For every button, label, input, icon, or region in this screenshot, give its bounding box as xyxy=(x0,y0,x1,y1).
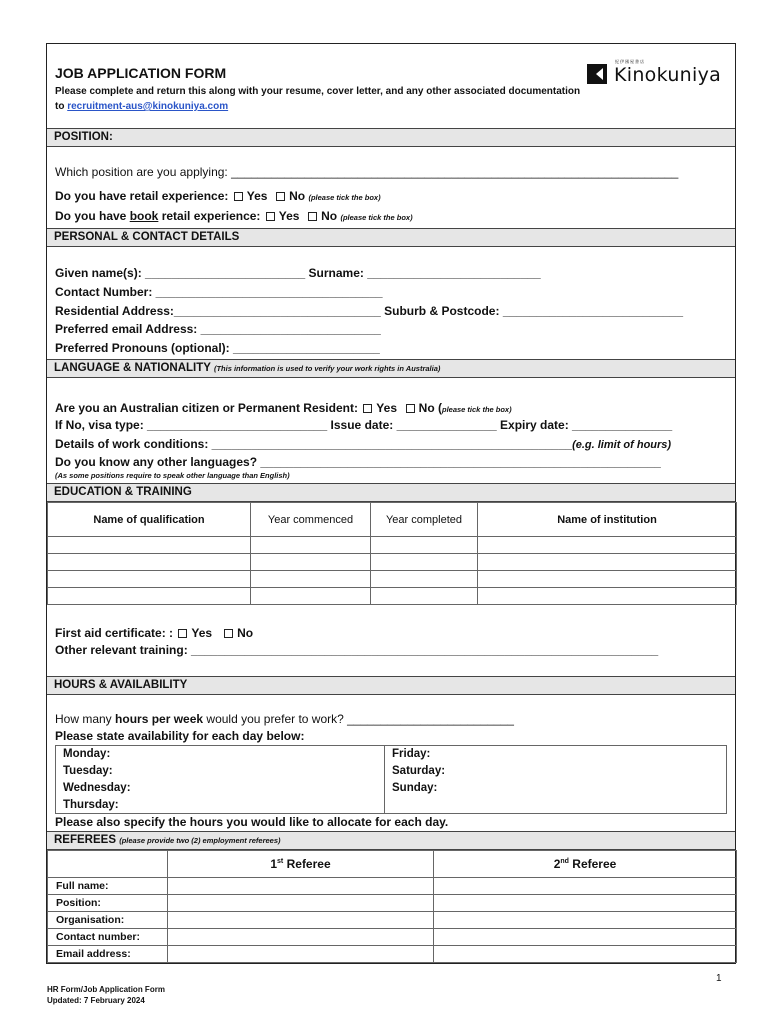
ref-row-label: Contact number: xyxy=(48,929,168,946)
table-row xyxy=(48,537,737,554)
ref2-full-name[interactable] xyxy=(434,878,737,895)
first-aid-no-checkbox[interactable] xyxy=(224,629,233,638)
ref1-email[interactable] xyxy=(168,946,434,963)
day-sunday[interactable]: Sunday: xyxy=(385,780,727,797)
availability-table xyxy=(55,745,727,814)
table-cell[interactable] xyxy=(371,537,478,554)
ref2-sup: nd xyxy=(560,858,569,865)
first-aid-label: First aid certificate: : xyxy=(55,626,177,640)
table-cell[interactable] xyxy=(478,588,737,605)
section-personal-heading: PERSONAL & CONTACT DETAILS xyxy=(54,231,240,243)
email-field[interactable]: Preferred email Address: ___________________________ xyxy=(55,322,381,336)
recruitment-email-link[interactable]: recruitment-aus@kinokuniya.com xyxy=(67,101,229,112)
ref1-sup: st xyxy=(277,858,284,865)
ref1-number: 1 xyxy=(270,857,278,871)
table-row xyxy=(56,780,727,797)
retail-no-label: No xyxy=(289,189,306,203)
ref2-email[interactable] xyxy=(434,946,737,963)
section-personal xyxy=(47,228,735,247)
table-cell[interactable] xyxy=(48,537,251,554)
section-education xyxy=(47,483,735,502)
day-wednesday[interactable]: Wednesday: xyxy=(56,780,385,797)
retail-yes-checkbox[interactable] xyxy=(234,192,243,201)
form-instructions xyxy=(55,84,585,114)
book-retail-label-book: book xyxy=(129,209,159,223)
table-row xyxy=(48,895,737,912)
table-row xyxy=(48,929,737,946)
work-conditions-note: (e.g. limit of hours) xyxy=(572,439,672,451)
col-year-completed: Year completed xyxy=(371,503,478,537)
instructions-text: Please complete and return this along with your resume, cover letter, and any other associated documentation to xyxy=(55,86,581,112)
day-monday[interactable]: Monday: xyxy=(56,746,385,763)
table-cell[interactable] xyxy=(251,554,371,571)
ref2-number: 2 xyxy=(553,857,561,871)
address-fields[interactable]: Residential Address:_______________________________ Suburb & Postcode: ___________________________ xyxy=(55,304,684,318)
hours-per-week-row[interactable] xyxy=(55,712,514,726)
job-application-form xyxy=(46,43,736,964)
book-retail-yes-label: Yes xyxy=(278,209,300,223)
ref1-position[interactable] xyxy=(168,895,434,912)
col-referee-2 xyxy=(434,851,737,878)
hours-per-week-field[interactable]: would you prefer to work? _________________________ xyxy=(203,712,514,726)
col-year-commenced: Year commenced xyxy=(251,503,371,537)
first-aid-yes-label: Yes xyxy=(191,626,213,640)
hours-label-bold: hours per week xyxy=(115,712,204,726)
education-table xyxy=(47,502,737,605)
first-aid-row xyxy=(55,626,253,640)
citizen-label: Are you an Australian citizen or Permanent Resident: xyxy=(55,401,362,415)
ref2-contact[interactable] xyxy=(434,929,737,946)
logo-small-text: 紀伊國屋書店 xyxy=(615,59,645,64)
first-aid-yes-checkbox[interactable] xyxy=(178,629,187,638)
table-row xyxy=(56,797,727,814)
ref2-organisation[interactable] xyxy=(434,912,737,929)
pronouns-field[interactable]: Preferred Pronouns (optional): ______________________ xyxy=(55,341,380,355)
section-hours-heading: HOURS & AVAILABILITY xyxy=(54,679,188,691)
retail-yes-label: Yes xyxy=(246,189,268,203)
citizen-note: please tick the box) xyxy=(442,405,512,414)
col-institution: Name of institution xyxy=(478,503,737,537)
ref1-full-name[interactable] xyxy=(168,878,434,895)
ref-row-label: Full name: xyxy=(48,878,168,895)
table-cell[interactable] xyxy=(48,588,251,605)
citizen-yes-label: Yes xyxy=(376,401,397,415)
name-fields[interactable]: Given name(s): ________________________ Surname: __________________________ xyxy=(55,266,541,280)
table-row xyxy=(56,763,727,780)
section-position-heading: POSITION: xyxy=(54,131,113,143)
languages-note: (As some positions require to speak other language than English) xyxy=(55,471,290,480)
section-position xyxy=(47,128,735,147)
ref-row-label: Position: xyxy=(48,895,168,912)
book-retail-no-checkbox[interactable] xyxy=(308,212,317,221)
ref-row-label: Organisation: xyxy=(48,912,168,929)
ref1-organisation[interactable] xyxy=(168,912,434,929)
citizen-no-label: No ( xyxy=(418,401,442,415)
book-retail-label-post: retail experience: xyxy=(158,209,264,223)
referees-table xyxy=(47,850,737,963)
table-cell[interactable] xyxy=(251,537,371,554)
table-cell[interactable] xyxy=(48,554,251,571)
page-footer xyxy=(47,984,165,1006)
form-title: JOB APPLICATION FORM xyxy=(55,65,227,81)
retail-no-checkbox[interactable] xyxy=(276,192,285,201)
position-applying-field[interactable]: Which position are you applying: ___________________________________________________________________ xyxy=(55,165,679,179)
logo-wordmark: Kinokuniya xyxy=(614,64,722,86)
section-referees-heading: REFEREES xyxy=(54,834,116,846)
table-cell[interactable] xyxy=(478,571,737,588)
citizen-yes-checkbox[interactable] xyxy=(363,404,372,413)
first-aid-no-label: No xyxy=(237,626,254,640)
book-retail-yes-checkbox[interactable] xyxy=(266,212,275,221)
section-hours xyxy=(47,676,735,695)
citizen-row xyxy=(55,401,512,415)
table-row xyxy=(48,588,737,605)
languages-field[interactable]: Do you know any other languages? ____________________________________________________________ xyxy=(55,455,661,469)
section-referees xyxy=(47,831,735,850)
ref1-label: Referee xyxy=(283,857,331,871)
page-number: 1 xyxy=(716,973,722,984)
ref2-position[interactable] xyxy=(434,895,737,912)
book-retail-no-label: No xyxy=(321,209,338,223)
table-cell[interactable] xyxy=(478,554,737,571)
book-retail-experience-row xyxy=(55,209,413,223)
table-cell[interactable] xyxy=(371,571,478,588)
table-cell[interactable] xyxy=(48,571,251,588)
ref1-contact[interactable] xyxy=(168,929,434,946)
day-empty xyxy=(385,797,727,814)
day-tuesday[interactable]: Tuesday: xyxy=(56,763,385,780)
table-row xyxy=(48,554,737,571)
section-language xyxy=(47,359,735,378)
footer-form-name: HR Form/Job Application Form xyxy=(47,985,165,994)
section-education-heading: EDUCATION & TRAINING xyxy=(54,486,192,498)
hours-allocation-note: Please also specify the hours you would like to allocate for each day. xyxy=(55,815,449,829)
day-saturday[interactable]: Saturday: xyxy=(385,763,727,780)
table-row xyxy=(56,746,727,763)
col-qualification: Name of qualification xyxy=(48,503,251,537)
day-thursday[interactable]: Thursday: xyxy=(56,797,385,814)
section-referees-note: (please provide two (2) employment referees) xyxy=(119,836,281,845)
day-friday[interactable]: Friday: xyxy=(385,746,727,763)
ref2-label: Referee xyxy=(568,857,617,871)
retail-experience-row xyxy=(55,189,381,203)
hours-label-pre: How many xyxy=(55,712,116,726)
kinokuniya-logo xyxy=(587,59,722,92)
work-conditions-row[interactable] xyxy=(55,437,671,451)
table-row xyxy=(48,912,737,929)
availability-heading: Please state availability for each day below: xyxy=(55,729,305,743)
ref-label-col xyxy=(48,851,168,878)
table-row xyxy=(48,571,737,588)
contact-number-field[interactable]: Contact Number: __________________________________ xyxy=(55,285,383,299)
section-language-heading: LANGUAGE & NATIONALITY xyxy=(54,362,211,374)
table-cell[interactable] xyxy=(478,537,737,554)
table-cell[interactable] xyxy=(251,588,371,605)
retail-note: (please tick the box) xyxy=(308,193,381,202)
table-cell[interactable] xyxy=(251,571,371,588)
visa-fields[interactable]: If No, visa type: ___________________________ Issue date: _______________ Expiry date: _______________ xyxy=(55,418,673,432)
table-cell[interactable] xyxy=(371,554,478,571)
section-language-note: (This information is used to verify your work rights in Australia) xyxy=(213,364,441,373)
book-retail-label-pre: Do you have xyxy=(55,209,130,223)
ref-row-label: Email address: xyxy=(48,946,168,963)
footer-updated: Updated: 7 February 2024 xyxy=(47,996,145,1005)
col-referee-1 xyxy=(168,851,434,878)
table-row xyxy=(48,878,737,895)
other-training-field[interactable]: Other relevant training: ______________________________________________________________________ xyxy=(55,643,659,657)
logo-mark-icon xyxy=(587,64,607,84)
table-cell[interactable] xyxy=(371,588,478,605)
citizen-no-checkbox[interactable] xyxy=(406,404,415,413)
table-row xyxy=(48,946,737,963)
retail-experience-label: Do you have retail experience: xyxy=(55,189,232,203)
book-retail-note: (please tick the box) xyxy=(340,213,413,222)
work-conditions-field[interactable]: Details of work conditions: ______________________________________________________ xyxy=(55,437,573,451)
